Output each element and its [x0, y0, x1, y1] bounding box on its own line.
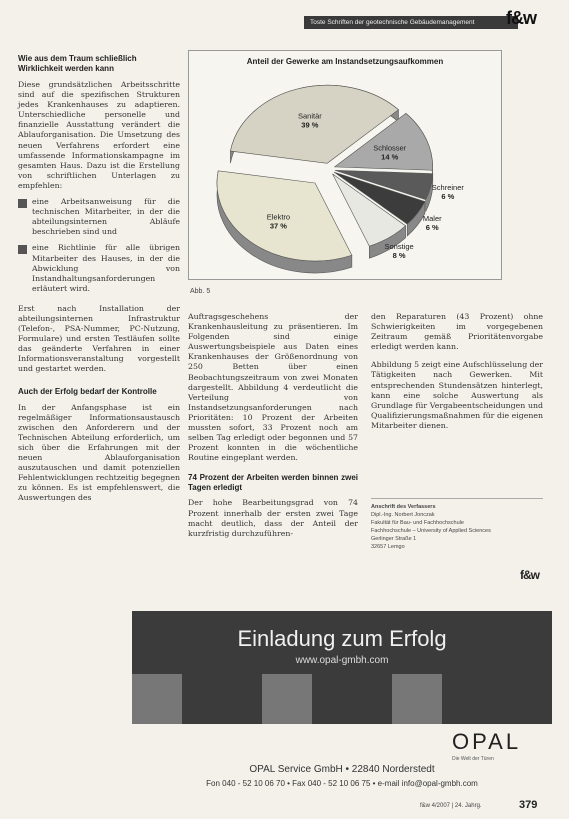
column-left — [18, 54, 180, 509]
section-heading-3: 74 Prozent der Arbeiten werden binnen zwei Tagen erledigt — [188, 473, 358, 493]
paragraph: Der hohe Bearbeitungsgrad von 74 Prozent innerhalb der ersten zwei Tage macht deutlich, dass der Anteil der kurzfristig durchzuführen- — [188, 498, 358, 538]
running-header: Toste Schriften der geotechnische Gebäudemanagement — [304, 16, 518, 29]
author-box — [371, 498, 543, 551]
ad-photo — [132, 674, 182, 724]
ad-company-line: OPAL Service GmbH • 22840 Norderstedt — [249, 764, 435, 775]
slice-value: 39 % — [301, 120, 319, 130]
slice-label: Elektro — [266, 212, 291, 222]
paragraph: Abbildung 5 zeigt eine Aufschlüsselung der Tätigkeiten nach Gewerken. Mit entsprechenden Stundensätzen hinterlegt, kann eine solche Auswertung als Grundlage für Vergabeentscheidungen und Qualifizierungsmaßnahmen für die eigenen Mitarbeiter dienen. — [371, 360, 543, 430]
paragraph: In der Anfangsphase ist ein regelmäßiger Informationsaustausch zwischen den Anforderern und der Technischen Abteilung erforderlich, um sich über die Erfahrungen mit der neuen Ablauforganisation auszutauschen und damit potenziellen Fehlentwicklungen rechtzeitig begegnen zu können. Es ist empfehlenswert, die Auswertungen des — [18, 402, 180, 503]
author-line: 32657 Lemgo — [371, 544, 405, 550]
fw-logo: f&w — [506, 8, 536, 28]
paragraph: Auftragsgeschehens der Krankenhausleitung zu präsentieren. Im Folgenden sind einige Auswertungsbeispiele aus Daten eines Krankenhauses der Größenordnung von 250 Betten über einen Beobachtungszeitraum von zwei Monaten dargestellt. Abbildung 4 verdeutlicht die Verteilung von Instandsetzungsanforderungen nach Prioritäten: 10 Prozent der Arbeiten mussten sofort, 33 Prozent noch am selben Tag erledigt oder begonnen und 57 Prozent konnten in die wöchentliche Routine eingeplant werden. — [188, 312, 358, 463]
bullet-item — [18, 243, 180, 293]
bullet-icon — [18, 245, 27, 254]
slice-value: 6 % — [441, 191, 455, 201]
slice-value: 8 % — [392, 251, 406, 261]
author-line: Fachhochschule – University of Applied Sciences — [371, 528, 491, 534]
bullet-icon — [18, 199, 27, 208]
section-heading-2: Auch der Erfolg bedarf der Kontrolle — [18, 386, 157, 396]
opal-tagline: Die Welt der Türen — [452, 756, 494, 762]
author-line: Gerlinger Straße 1 — [371, 536, 417, 542]
paragraph: den Reparaturen (43 Prozent) ohne Schwierigkeiten im vorgegebenen Zeitraum gemäß Prioritätenvorgabe erledigt werden kann. — [371, 312, 543, 352]
slice-label: Schlosser — [373, 143, 407, 153]
pie-chart-figure — [188, 50, 502, 280]
journal-issue: f&w 4/2007 | 24. Jahrg. — [420, 803, 482, 809]
bullet-text: eine Richtlinie für alle übrigen Mitarbeiter des Hauses, in der die Abwicklung von Instandhaltungsanforderungen erläutert wird. — [32, 243, 180, 293]
column-left-body — [18, 80, 180, 503]
fw-logo-small: f&w — [520, 568, 539, 582]
slice-label: Maler — [422, 213, 442, 223]
slice-value: 37 % — [269, 221, 287, 231]
bullet-text: eine Arbeitsanweisung für die technischen Mitarbeiter, in der die abteilungsinternen Abläufe beschrieben sind und — [32, 197, 180, 237]
ad-photo — [392, 674, 442, 724]
author-heading: Anschrift des Verfassers — [371, 504, 436, 510]
ad-title: Einladung zum Erfolg — [237, 626, 447, 651]
ad-contact-line: Fon 040 - 52 10 06 70 • Fax 040 - 52 10 06 75 • e-mail info@opal-gmbh.com — [206, 779, 478, 788]
slice-label: Schreiner — [431, 182, 464, 192]
ad-photo — [262, 674, 312, 724]
author-line: Dipl.-Ing. Norbert Jonczak — [371, 512, 435, 518]
chart-title: Anteil der Gewerke am Instandsetzungsaufkommen — [246, 57, 444, 66]
slice-label: Sonstige — [384, 242, 414, 252]
pie-chart-svg — [189, 51, 501, 279]
bullet-item — [18, 197, 180, 237]
slice-label: Sanitär — [297, 111, 322, 121]
slice-value: 14 % — [381, 152, 399, 162]
paragraph: Erst nach Installation der abteilungsinternen Infrastruktur (Telefon-, PSA-Nummer, PC-Nutzung, Formulare) und ersten Testläufen sollte das geänderte Verfahren in einer Informationsveranstaltung vorgestellt und gestartet werden. — [18, 303, 180, 374]
figure-caption: Abb. 5 — [190, 288, 211, 295]
slice-value: 6 % — [425, 222, 439, 232]
column-middle — [188, 312, 358, 545]
opal-logo: OPAL — [452, 729, 522, 754]
author-line: Fakultät für Bau- und Fachhochschule — [371, 520, 464, 526]
ad-url[interactable]: www.opal-gmbh.com — [295, 655, 389, 666]
column-right — [371, 312, 543, 437]
section-heading-1: Wie aus dem Traum schließlich Wirklichkeit werden kann — [18, 54, 137, 73]
paragraph: Diese grundsätzlichen Arbeitsschritte sind auf die spezifischen Strukturen jedes Krankenhauses zu adaptieren. Unterschiedliche personelle und finanzielle Ausstattung verändert die Ablauforganisation. Die Umsetzung des neuen Verfahrens erfordert eine umfassende Informationskampagne im gesamten Haus. Dazu ist die Erstellung von schriftlichen Unterlagen zu empfehlen: — [18, 80, 180, 190]
page-number: 379 — [519, 799, 538, 811]
advertisement — [132, 611, 552, 724]
